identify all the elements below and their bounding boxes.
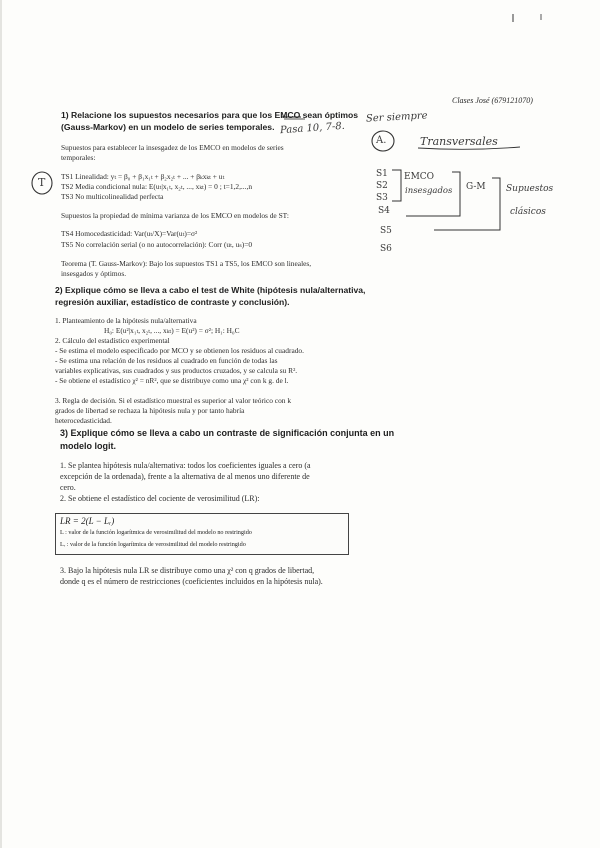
q2-title-line-2: regresión auxiliar, estadístico de contraste y conclusión). <box>55 297 290 307</box>
circle-letter-a: A. <box>376 135 387 146</box>
q2-step-3-line-2: grados de libertad se rechaza la hipótesis nula y por tanto habría <box>55 406 245 415</box>
circled-t-letter: T <box>38 176 46 189</box>
q3-title-line-2: modelo logit. <box>60 441 116 451</box>
emco-note: EMCO <box>404 172 435 182</box>
q1-intro-line-2: temporales: <box>61 153 96 162</box>
q2-bullet-2-line-1: - Se estima una relación de los residuos al cuadrado en función de todas las <box>55 356 278 365</box>
lr-formula: LR = 2(L − Lᵣ) <box>60 516 115 526</box>
q2-step-3-line-3: heterocedasticidad. <box>55 416 112 425</box>
series-note: Ser siempre <box>365 110 428 125</box>
q3-point-1-line-1: 1. Se plantea hipótesis nula/alternativa: todos los coeficientes iguales a cero (a <box>60 461 311 470</box>
label-s4: S4 <box>378 206 390 216</box>
gm-note: G-M <box>466 182 486 192</box>
assumption-ts1: TS1 Linealidad: yₜ = β₀ + β₁x₁ₜ + β₂x₂ₜ + ... + βₖxₖₜ + uₜ <box>61 172 225 181</box>
lr-formula-box <box>55 513 349 555</box>
label-s6: S6 <box>380 244 392 254</box>
q3-point-1-line-3: cero. <box>60 483 76 492</box>
q3-point-3-line-1: 3. Bajo la hipótesis nula LR se distribuye como una χ² con q grados de libertad, <box>60 566 315 575</box>
q3-point-1-line-2: excepción de la ordenada), frente a la alternativa de al menos uno diferente de <box>60 472 310 481</box>
q2-title-line-1: 2) Explique cómo se lleva a cabo el test de White (hipótesis nula/alternativa, <box>55 285 366 295</box>
lr-def-l: L : valor de la función logarítmica de verosimilitud del modelo no restringido <box>60 529 252 536</box>
author-header: Clases José (679121070) <box>452 96 533 105</box>
q2-step-3-line-1: 3. Regla de decisión. Si el estadístico muestral es superior al valor teórico con k <box>55 396 292 405</box>
q2-step-1: 1. Planteamiento de la hipótesis nula/alternativa <box>55 316 197 325</box>
q2-bullet-1: - Se estima el modelo especificado por MCO y se obtienen los residuos al cuadrado. <box>55 346 304 355</box>
supuestos-note: Supuestos <box>506 184 554 194</box>
assumption-ts5: TS5 No correlación serial (o no autocorrelación): Corr (uₜ, uₛ)=0 <box>61 240 253 249</box>
label-s3: S3 <box>376 193 388 203</box>
gauss-markov-theorem-line-1: Teorema (T. Gauss-Markov): Bajo los supuestos TS1 a TS5, los EMCO son lineales, <box>61 259 312 268</box>
q1-title-line-1: 1) Relacione los supuestos necesarios para que los EMCO sean óptimos <box>61 110 359 120</box>
label-s1: S1 <box>376 169 388 179</box>
q1-title-line-2: (Gauss-Markov) en un modelo de series temporales. <box>61 122 275 132</box>
clasicos-note: clásicos <box>510 207 546 217</box>
label-s2: S2 <box>376 181 388 191</box>
assumption-ts2: TS2 Media condicional nula: E(uₜ|x₁ₜ, x₂ₜ, ..., xₖₜ) = 0 ; t=1,2,...,n <box>61 182 253 191</box>
assumption-ts4: TS4 Homocedasticidad: Var(uₜ/X)=Var(uₜ)=σ² <box>61 229 198 238</box>
q3-title-line-1: 3) Explique cómo se lleva a cabo un contraste de significación conjunta en un <box>60 428 395 438</box>
q2-hypothesis: H₀: E(u²|x₁ₜ, x₂ₜ, ..., xₖₜ) = E(u²) = σ²; H₁: H₀C <box>104 326 240 335</box>
q3-point-2: 2. Se obtiene el estadístico del cociente de verosimilitud (LR): <box>60 494 260 503</box>
gauss-markov-theorem-line-2: insesgados y óptimos. <box>61 269 127 278</box>
pasa-reference-note: Pasa 10, 7-8. <box>279 120 346 137</box>
q1-intro-line-1: Supuestos para establecer la insesgadez de los EMCO en modelos de series <box>61 143 284 152</box>
q2-step-2: 2. Cálculo del estadístico experimental <box>55 336 170 345</box>
q2-bullet-3: - Se obtiene el estadístico χ² = nR², que se distribuye como una χ² con k g. de l. <box>55 376 289 385</box>
q2-bullet-2-line-2: variables explicativas, sus cuadrados y sus productos cruzados, y se calcula su R². <box>55 366 298 375</box>
assumption-ts3: TS3 No multicolinealidad perfecta <box>61 192 164 201</box>
label-s5: S5 <box>380 226 392 236</box>
transversales-note: Transversales <box>420 135 498 148</box>
q3-point-3-line-2: donde q es el número de restricciones (coeficientes incluidos en la hipótesis nula). <box>60 577 323 586</box>
q1-min-variance-intro: Supuestos la propiedad de mínima varianza de los EMCO en modelos de ST: <box>61 211 289 220</box>
lr-def-lr: Lᵣ : valor de la función logarítmica de verosimilitud del modelo restringido <box>60 541 246 548</box>
insesgados-note: insesgados <box>405 186 453 196</box>
